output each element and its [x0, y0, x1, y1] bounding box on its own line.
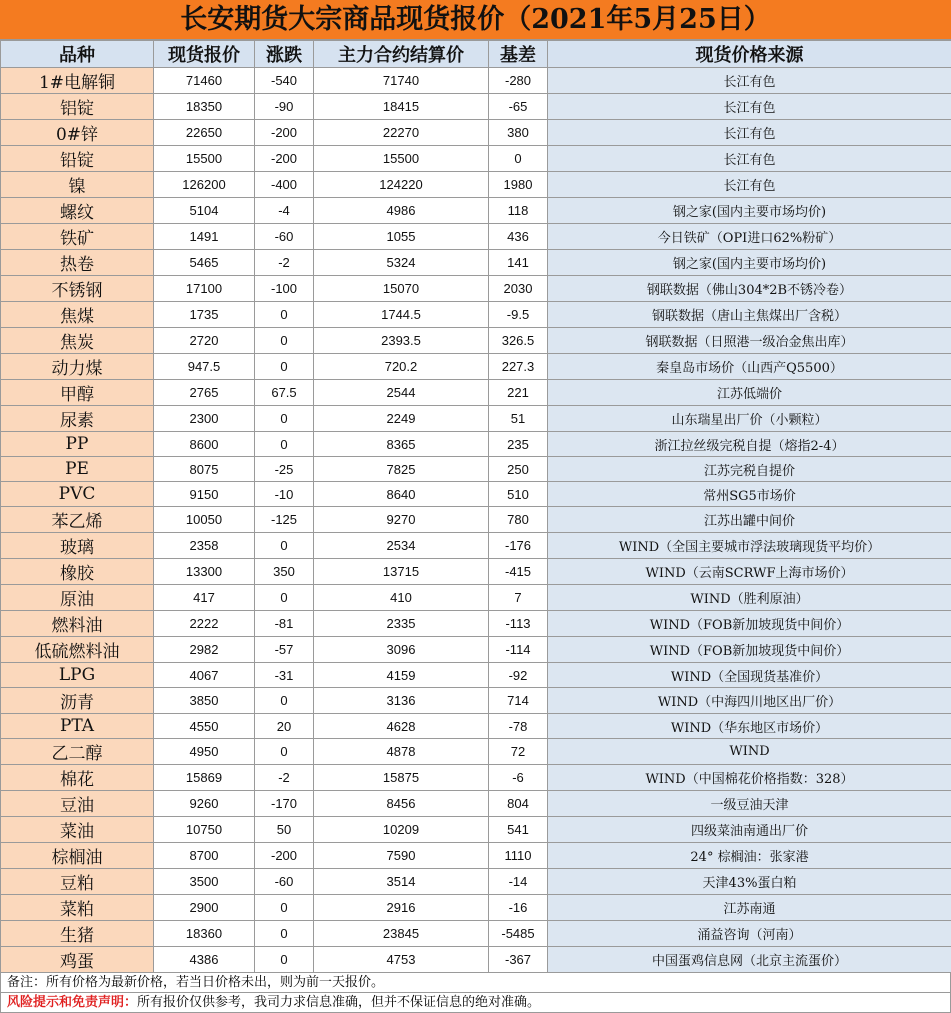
cell-settle: 3514	[314, 869, 489, 895]
cell-settle: 8640	[314, 482, 489, 507]
table-row	[1, 507, 951, 533]
table-row	[1, 276, 951, 302]
cell-change: -125	[255, 507, 314, 533]
cell-basis: -367	[489, 947, 548, 973]
table-row	[1, 765, 951, 791]
cell-spot: 8700	[154, 843, 255, 869]
sheet-title: 长安期货大宗商品现货报价（2021年5月25日）	[0, 0, 951, 40]
cell-basis: -16	[489, 895, 548, 921]
cell-source: 钢联数据（佛山304*2B不锈冷卷）	[548, 276, 951, 302]
cell-name: 乙二醇	[1, 739, 154, 765]
table-row	[1, 843, 951, 869]
cell-source: 长江有色	[548, 172, 951, 198]
table-row	[1, 250, 951, 276]
cell-source: WIND（云南SCRWF上海市场价）	[548, 559, 951, 585]
cell-change: -60	[255, 224, 314, 250]
cell-name: 沥青	[1, 688, 154, 714]
table-row	[1, 432, 951, 457]
header-change: 涨跌	[255, 41, 314, 68]
cell-source: 钢联数据（日照港一级冶金焦出库）	[548, 328, 951, 354]
table-row	[1, 688, 951, 714]
table-row	[1, 68, 951, 94]
table-body	[1, 68, 951, 973]
cell-name: LPG	[1, 663, 154, 688]
table-row	[1, 354, 951, 380]
cell-settle: 2249	[314, 406, 489, 432]
cell-name: 棉花	[1, 765, 154, 791]
cell-name: 铝锭	[1, 94, 154, 120]
cell-change: -81	[255, 611, 314, 637]
cell-source: 浙江拉丝级完税自提（熔指2-4）	[548, 432, 951, 457]
cell-spot: 15869	[154, 765, 255, 791]
cell-basis: 250	[489, 457, 548, 482]
cell-settle: 22270	[314, 120, 489, 146]
header-name: 品种	[1, 41, 154, 68]
cell-spot: 9260	[154, 791, 255, 817]
cell-name: 1#电解铜	[1, 68, 154, 94]
table-row	[1, 559, 951, 585]
table-row	[1, 585, 951, 611]
cell-basis: -92	[489, 663, 548, 688]
cell-change: -25	[255, 457, 314, 482]
cell-name: 豆油	[1, 791, 154, 817]
cell-source: 长江有色	[548, 146, 951, 172]
footnote: 备注：所有价格为最新价格，若当日价格未出，则为前一天报价。	[0, 973, 951, 993]
cell-spot: 2222	[154, 611, 255, 637]
cell-source: 钢之家(国内主要市场均价)	[548, 198, 951, 224]
cell-name: PE	[1, 457, 154, 482]
cell-name: 0#锌	[1, 120, 154, 146]
cell-source: 天津43%蛋白粕	[548, 869, 951, 895]
cell-settle: 2916	[314, 895, 489, 921]
cell-basis: 2030	[489, 276, 548, 302]
table-row	[1, 224, 951, 250]
table-row	[1, 146, 951, 172]
cell-source: WIND（胜利原油）	[548, 585, 951, 611]
table-row	[1, 663, 951, 688]
cell-spot: 5465	[154, 250, 255, 276]
cell-settle: 9270	[314, 507, 489, 533]
cell-change: 0	[255, 533, 314, 559]
cell-change: 0	[255, 328, 314, 354]
cell-name: 热卷	[1, 250, 154, 276]
cell-spot: 3500	[154, 869, 255, 895]
cell-source: 长江有色	[548, 68, 951, 94]
cell-source: 江苏低端价	[548, 380, 951, 406]
cell-spot: 947.5	[154, 354, 255, 380]
cell-change: -400	[255, 172, 314, 198]
cell-name: 橡胶	[1, 559, 154, 585]
cell-settle: 2544	[314, 380, 489, 406]
cell-settle: 8456	[314, 791, 489, 817]
cell-source: 四级菜油南通出厂价	[548, 817, 951, 843]
cell-spot: 2900	[154, 895, 255, 921]
cell-spot: 18350	[154, 94, 255, 120]
cell-spot: 13300	[154, 559, 255, 585]
cell-settle: 124220	[314, 172, 489, 198]
cell-source: 涌益咨询（河南）	[548, 921, 951, 947]
cell-name: 焦煤	[1, 302, 154, 328]
cell-spot: 15500	[154, 146, 255, 172]
cell-name: 低硫燃料油	[1, 637, 154, 663]
cell-change: -10	[255, 482, 314, 507]
cell-spot: 17100	[154, 276, 255, 302]
cell-spot: 1491	[154, 224, 255, 250]
table-row	[1, 328, 951, 354]
table-row	[1, 714, 951, 739]
cell-source: WIND（FOB新加坡现货中间价）	[548, 611, 951, 637]
table-row	[1, 869, 951, 895]
cell-spot: 1735	[154, 302, 255, 328]
cell-name: 铅锭	[1, 146, 154, 172]
table-row	[1, 94, 951, 120]
cell-basis: -6	[489, 765, 548, 791]
cell-basis: 436	[489, 224, 548, 250]
cell-settle: 1744.5	[314, 302, 489, 328]
cell-name: 焦炭	[1, 328, 154, 354]
cell-settle: 720.2	[314, 354, 489, 380]
cell-settle: 2393.5	[314, 328, 489, 354]
cell-settle: 410	[314, 585, 489, 611]
cell-settle: 18415	[314, 94, 489, 120]
cell-change: -2	[255, 250, 314, 276]
cell-basis: 227.3	[489, 354, 548, 380]
cell-name: 苯乙烯	[1, 507, 154, 533]
cell-name: 棕榈油	[1, 843, 154, 869]
cell-basis: 326.5	[489, 328, 548, 354]
cell-settle: 4628	[314, 714, 489, 739]
cell-basis: -9.5	[489, 302, 548, 328]
cell-change: -2	[255, 765, 314, 791]
cell-basis: 141	[489, 250, 548, 276]
cell-settle: 4878	[314, 739, 489, 765]
cell-basis: -65	[489, 94, 548, 120]
cell-source: 常州SG5市场价	[548, 482, 951, 507]
cell-source: 钢联数据（唐山主焦煤出厂含税）	[548, 302, 951, 328]
cell-source: 中国蛋鸡信息网（北京主流蛋价）	[548, 947, 951, 973]
quote-table	[0, 40, 951, 973]
cell-settle: 15875	[314, 765, 489, 791]
cell-spot: 126200	[154, 172, 255, 198]
cell-basis: 7	[489, 585, 548, 611]
cell-source: 钢之家(国内主要市场均价)	[548, 250, 951, 276]
cell-change: 20	[255, 714, 314, 739]
cell-settle: 4159	[314, 663, 489, 688]
cell-basis: 235	[489, 432, 548, 457]
table-row	[1, 895, 951, 921]
risk-text: 所有报价仅供参考，我司力求信息准确，但并不保证信息的绝对准确。	[137, 995, 540, 1010]
cell-change: 0	[255, 947, 314, 973]
cell-source: 江苏南通	[548, 895, 951, 921]
cell-source: 今日铁矿（OPI进口62%粉矿）	[548, 224, 951, 250]
cell-settle: 15500	[314, 146, 489, 172]
cell-spot: 22650	[154, 120, 255, 146]
header-basis: 基差	[489, 41, 548, 68]
cell-change: -90	[255, 94, 314, 120]
cell-name: 尿素	[1, 406, 154, 432]
table-row	[1, 739, 951, 765]
header-settle: 主力合约结算价	[314, 41, 489, 68]
cell-change: -100	[255, 276, 314, 302]
cell-settle: 1055	[314, 224, 489, 250]
cell-spot: 4950	[154, 739, 255, 765]
table-row	[1, 406, 951, 432]
cell-change: -60	[255, 869, 314, 895]
cell-change: 0	[255, 895, 314, 921]
cell-source: WIND（华东地区市场价）	[548, 714, 951, 739]
cell-settle: 8365	[314, 432, 489, 457]
cell-spot: 10750	[154, 817, 255, 843]
cell-change: 0	[255, 739, 314, 765]
cell-name: PTA	[1, 714, 154, 739]
cell-settle: 3136	[314, 688, 489, 714]
cell-change: 67.5	[255, 380, 314, 406]
cell-source: 长江有色	[548, 120, 951, 146]
cell-spot: 2982	[154, 637, 255, 663]
cell-change: -4	[255, 198, 314, 224]
table-row	[1, 172, 951, 198]
table-row	[1, 457, 951, 482]
cell-change: -200	[255, 146, 314, 172]
cell-basis: -14	[489, 869, 548, 895]
cell-source: 江苏完税自提价	[548, 457, 951, 482]
table-row	[1, 120, 951, 146]
cell-basis: 541	[489, 817, 548, 843]
cell-spot: 2720	[154, 328, 255, 354]
cell-spot: 8075	[154, 457, 255, 482]
cell-source: WIND（中海四川地区出厂价）	[548, 688, 951, 714]
table-row	[1, 637, 951, 663]
cell-basis: 0	[489, 146, 548, 172]
cell-name: 不锈钢	[1, 276, 154, 302]
cell-basis: 780	[489, 507, 548, 533]
table-row	[1, 380, 951, 406]
cell-spot: 8600	[154, 432, 255, 457]
cell-basis: -113	[489, 611, 548, 637]
cell-source: 山东瑞星出厂价（小颗粒）	[548, 406, 951, 432]
cell-basis: -280	[489, 68, 548, 94]
cell-basis: 221	[489, 380, 548, 406]
cell-name: 鸡蛋	[1, 947, 154, 973]
cell-settle: 23845	[314, 921, 489, 947]
cell-settle: 3096	[314, 637, 489, 663]
cell-basis: -176	[489, 533, 548, 559]
cell-change: -57	[255, 637, 314, 663]
cell-settle: 7825	[314, 457, 489, 482]
cell-settle: 2335	[314, 611, 489, 637]
table-row	[1, 791, 951, 817]
cell-source: WIND（中国棉花价格指数：328）	[548, 765, 951, 791]
cell-settle: 7590	[314, 843, 489, 869]
cell-basis: 804	[489, 791, 548, 817]
cell-change: 0	[255, 688, 314, 714]
cell-spot: 2765	[154, 380, 255, 406]
cell-change: 0	[255, 585, 314, 611]
cell-basis: -415	[489, 559, 548, 585]
cell-change: -540	[255, 68, 314, 94]
cell-spot: 2300	[154, 406, 255, 432]
cell-basis: 1980	[489, 172, 548, 198]
cell-source: WIND（FOB新加坡现货中间价）	[548, 637, 951, 663]
cell-name: 生猪	[1, 921, 154, 947]
cell-basis: 1110	[489, 843, 548, 869]
cell-change: 0	[255, 354, 314, 380]
table-row	[1, 817, 951, 843]
cell-change: -200	[255, 120, 314, 146]
cell-name: 原油	[1, 585, 154, 611]
cell-basis: 714	[489, 688, 548, 714]
table-row	[1, 302, 951, 328]
cell-source: 江苏出罐中间价	[548, 507, 951, 533]
cell-basis: -5485	[489, 921, 548, 947]
cell-name: 螺纹	[1, 198, 154, 224]
cell-basis: -114	[489, 637, 548, 663]
cell-settle: 13715	[314, 559, 489, 585]
cell-basis: 51	[489, 406, 548, 432]
cell-spot: 4550	[154, 714, 255, 739]
cell-name: PVC	[1, 482, 154, 507]
cell-basis: 510	[489, 482, 548, 507]
cell-change: 50	[255, 817, 314, 843]
cell-spot: 9150	[154, 482, 255, 507]
cell-spot: 4067	[154, 663, 255, 688]
cell-settle: 15070	[314, 276, 489, 302]
cell-basis: 118	[489, 198, 548, 224]
cell-change: -200	[255, 843, 314, 869]
cell-spot: 3850	[154, 688, 255, 714]
cell-name: PP	[1, 432, 154, 457]
cell-change: 0	[255, 406, 314, 432]
cell-settle: 2534	[314, 533, 489, 559]
cell-source: 24° 棕榈油：张家港	[548, 843, 951, 869]
cell-change: 0	[255, 921, 314, 947]
cell-spot: 5104	[154, 198, 255, 224]
cell-name: 动力煤	[1, 354, 154, 380]
cell-settle: 5324	[314, 250, 489, 276]
table-row	[1, 611, 951, 637]
cell-change: 350	[255, 559, 314, 585]
risk-disclaimer	[0, 993, 951, 1013]
cell-name: 菜粕	[1, 895, 154, 921]
cell-source: WIND（全国现货基准价）	[548, 663, 951, 688]
cell-settle: 4753	[314, 947, 489, 973]
cell-settle: 4986	[314, 198, 489, 224]
table-row	[1, 533, 951, 559]
cell-spot: 18360	[154, 921, 255, 947]
cell-basis: -78	[489, 714, 548, 739]
cell-spot: 417	[154, 585, 255, 611]
cell-name: 菜油	[1, 817, 154, 843]
cell-source: 秦皇岛市场价（山西产Q5500）	[548, 354, 951, 380]
cell-spot: 10050	[154, 507, 255, 533]
cell-source: WIND	[548, 739, 951, 765]
cell-spot: 71460	[154, 68, 255, 94]
cell-spot: 4386	[154, 947, 255, 973]
table-row	[1, 921, 951, 947]
cell-source: 长江有色	[548, 94, 951, 120]
cell-name: 豆粕	[1, 869, 154, 895]
cell-name: 玻璃	[1, 533, 154, 559]
table-row	[1, 198, 951, 224]
cell-change: -170	[255, 791, 314, 817]
cell-spot: 2358	[154, 533, 255, 559]
table-row	[1, 947, 951, 973]
cell-source: 一级豆油天津	[548, 791, 951, 817]
cell-basis: 380	[489, 120, 548, 146]
cell-basis: 72	[489, 739, 548, 765]
cell-source: WIND（全国主要城市浮法玻璃现货平均价）	[548, 533, 951, 559]
header-row	[1, 41, 951, 68]
cell-change: 0	[255, 302, 314, 328]
cell-name: 甲醇	[1, 380, 154, 406]
cell-name: 镍	[1, 172, 154, 198]
cell-settle: 10209	[314, 817, 489, 843]
cell-settle: 71740	[314, 68, 489, 94]
header-spot: 现货报价	[154, 41, 255, 68]
cell-change: -31	[255, 663, 314, 688]
table-row	[1, 482, 951, 507]
cell-change: 0	[255, 432, 314, 457]
risk-label: 风险提示和免责声明：	[7, 995, 137, 1010]
cell-name: 燃料油	[1, 611, 154, 637]
header-source: 现货价格来源	[548, 41, 951, 68]
cell-name: 铁矿	[1, 224, 154, 250]
